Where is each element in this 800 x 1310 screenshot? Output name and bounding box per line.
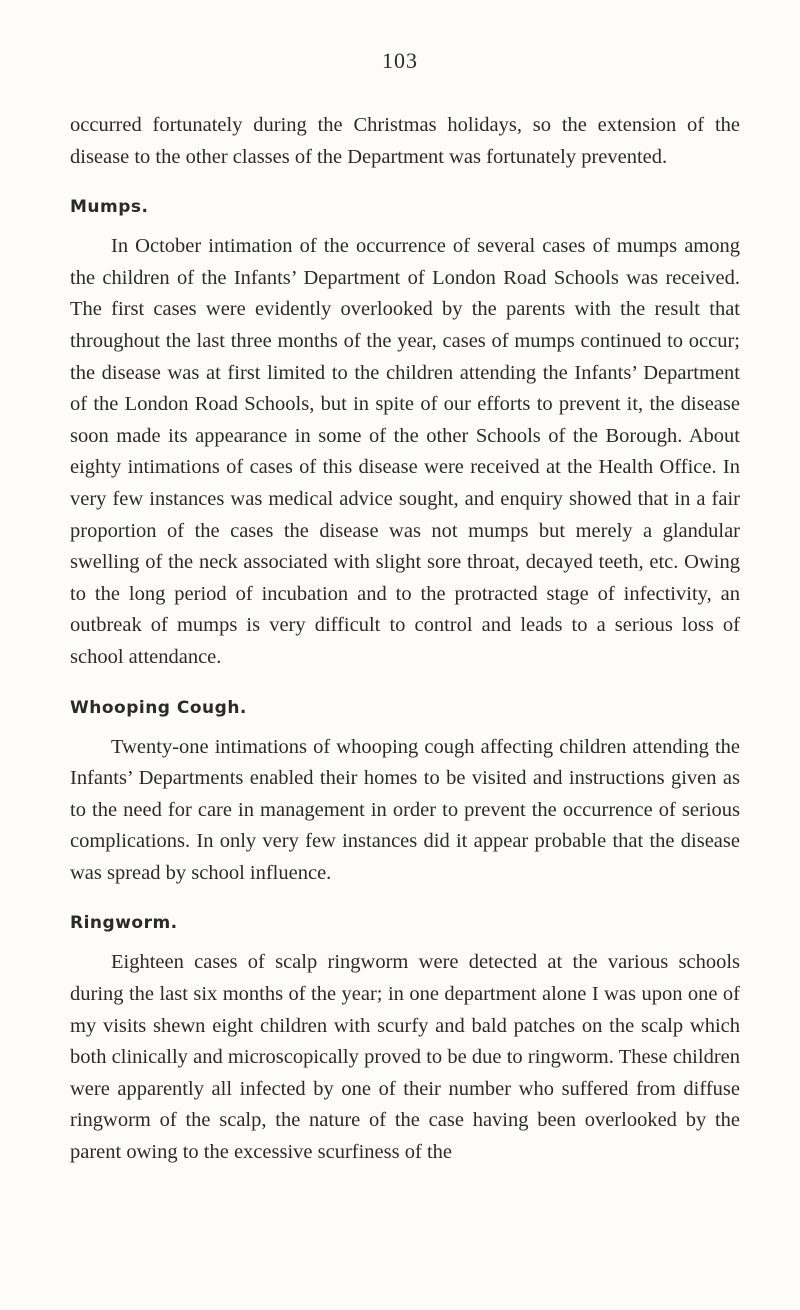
page-number: 103: [382, 48, 418, 73]
section-heading-whooping-cough: Whooping Cough.: [70, 697, 247, 718]
section-paragraph-ringworm: Eighteen cases of scalp ringworm were detected at the various schools during the last six months of the year; in one department alone I was upon one of my visits shewn eight children with scurfy and bald patches on the scalp which both clinically and microscopically proved to be due to ringworm. These children were apparently all infected by one of their number who suffered from diffuse ringworm of the scalp, the nature of the case having been overlooked by the parent owing to the excessive scurfiness of the: [70, 951, 740, 1164]
section-paragraph-whooping-cough: Twenty-one intimations of whooping cough affecting children attending the Infants’ Departments enabled their homes to be visited and instructions given as to the need for care in management in order to prevent the occurrence of serious complications. In only very few instances did it appear probable that the disease was spread by school influence.: [70, 735, 740, 884]
intro-paragraph: occurred fortunately during the Christmas holidays, so the extension of the disease to the other classes of the Department was fortunately prevented.: [70, 114, 740, 168]
section-heading-mumps: Mumps.: [70, 197, 149, 218]
section-heading-ringworm: Ringworm.: [70, 913, 178, 934]
section-paragraph-mumps: In October intimation of the occurrence of several cases of mumps among the children of the Infants’ Department of London Road Schools was received. The first cases were evidently overlooked by the parents with the result that throughout the last three months of the year, cases of mumps continued to occur; the disease was at first limited to the children attending the Infants’ Department of the London Road Schools, but in spite of our efforts to prevent it, the disease soon made its appearance in some of the other Schools of the Borough. About eighty intimations of cases of this disease were received at the Health Office. In very few instances was medical advice sought, and enquiry showed that in a fair proportion of the cases the disease was not mumps but merely a glandular swelling of the neck associated with slight sore throat, decayed teeth, etc. Owing to the long period of incubation and to the protracted stage of infectivity, an outbreak of mumps is very difficult to control and leads to a serious loss of school attendance.: [70, 235, 740, 668]
page-body: [70, 110, 740, 1169]
